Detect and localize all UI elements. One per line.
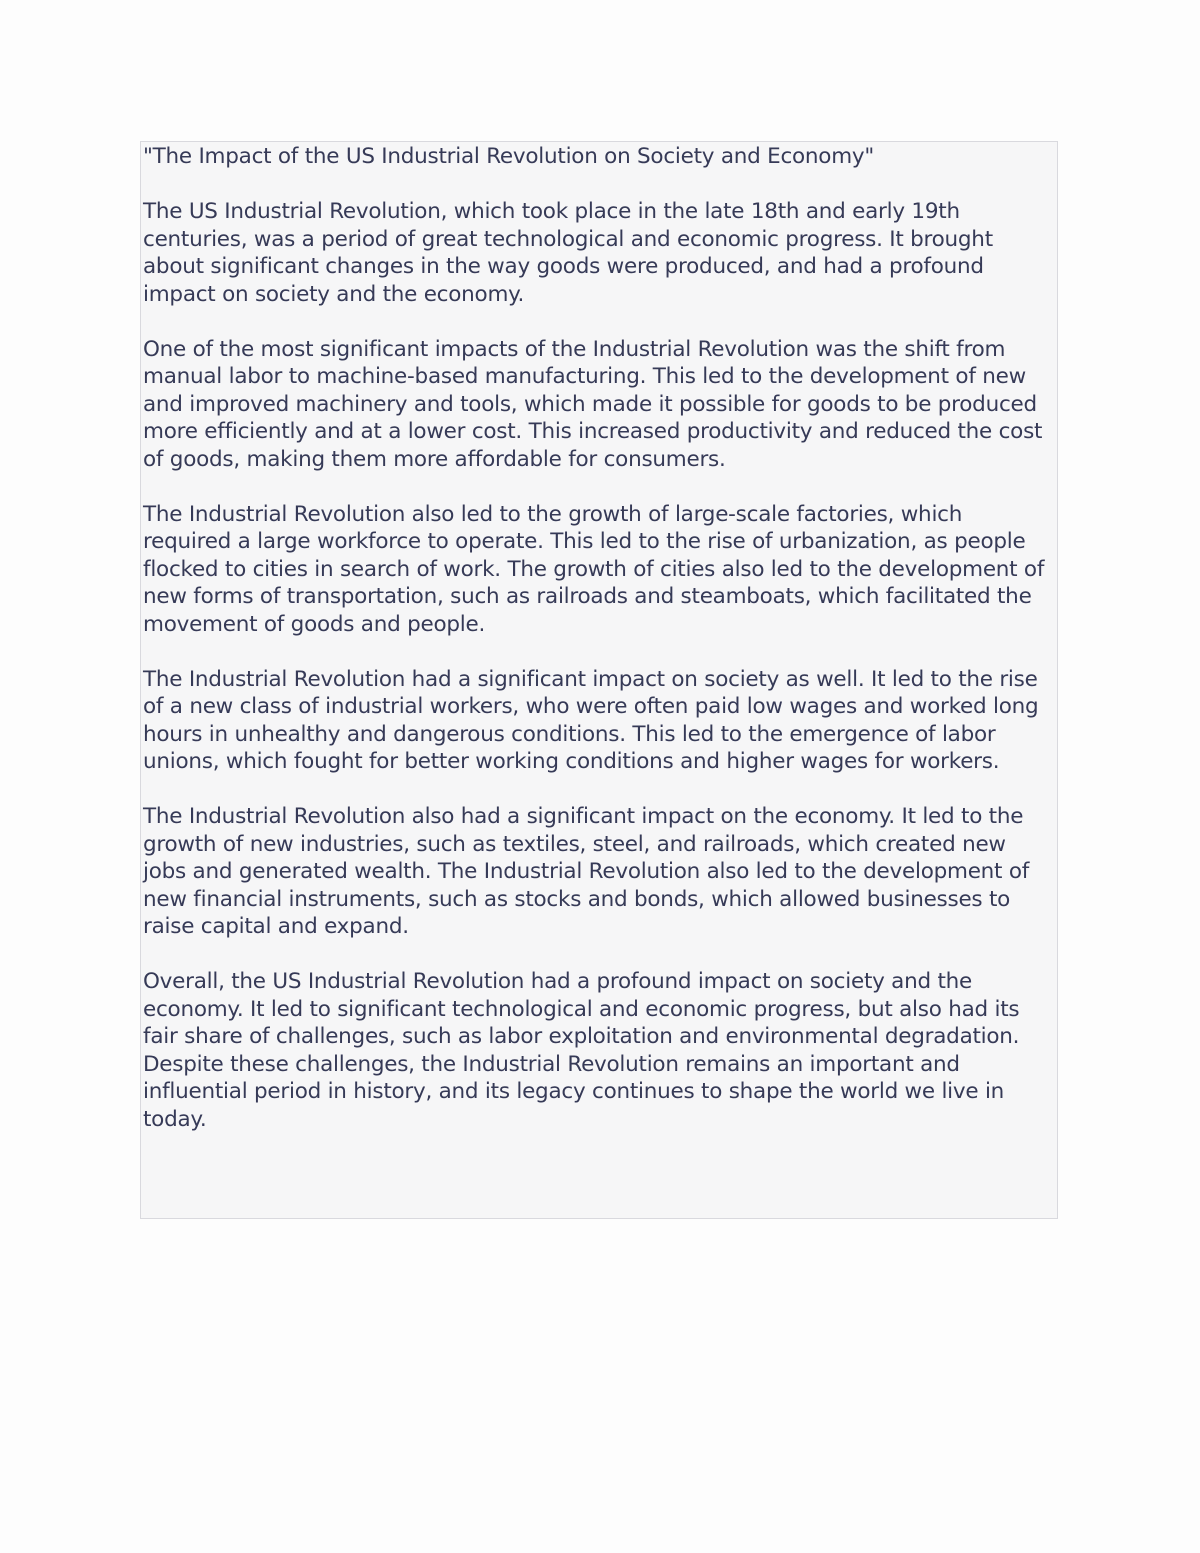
- document-title: "The Impact of the US Industrial Revolution on Society and Economy": [143, 144, 875, 169]
- paragraph-urbanization: The Industrial Revolution also led to the growth of large-scale factories, which required a large workforce to operate. This led to the rise of urbanization, as people flocked to cities in search of work. The growth of cities also led to the development of new forms of transportation, such as railroads and steamboats, which facilitated the movement of goods and people.: [143, 501, 1045, 637]
- paragraph-economy: The Industrial Revolution also had a significant impact on the economy. It led to the growth of new industries, such as textiles, steel, and railroads, which created new jobs and generated wealth. The Industrial Revolution also led to the development of new financial instruments, such as stocks and bonds, which allowed businesses to raise capital and expand.: [143, 804, 1030, 939]
- paragraph-manufacturing: One of the most significant impacts of the Industrial Revolution was the shift from manual labor to machine-based manufacturing. This led to the development of new and improved machinery and tools, which made it possible for goods to be produced more efficiently and at a lower cost. This increased productivity and reduced the cost of goods, making them more affordable for consumers.: [143, 336, 1043, 472]
- paragraph-conclusion: Overall, the US Industrial Revolution had a profound impact on society and the economy. It led to significant technological and economic progress, but also had its fair share of challenges, such as labor exploitation and environmental degradation. Despite these challenges, the Industrial Revolution remains an important and influential period in history, and its legacy continues to shape the world we live in today.: [143, 969, 1020, 1132]
- paragraph-society: The Industrial Revolution had a significant impact on society as well. It led to the rise of a new class of industrial workers, who were often paid low wages and worked long hours in unhealthy and dangerous conditions. This led to the emergence of labor unions, which fought for better working conditions and higher wages for workers.: [143, 666, 1039, 774]
- paragraph-intro: The US Industrial Revolution, which took place in the late 18th and early 19th centuries, was a period of great technological and economic progress. It brought about significant changes in the way goods were produced, and had a profound impact on society and the economy.: [143, 199, 993, 307]
- document-text-box: [140, 141, 1058, 1219]
